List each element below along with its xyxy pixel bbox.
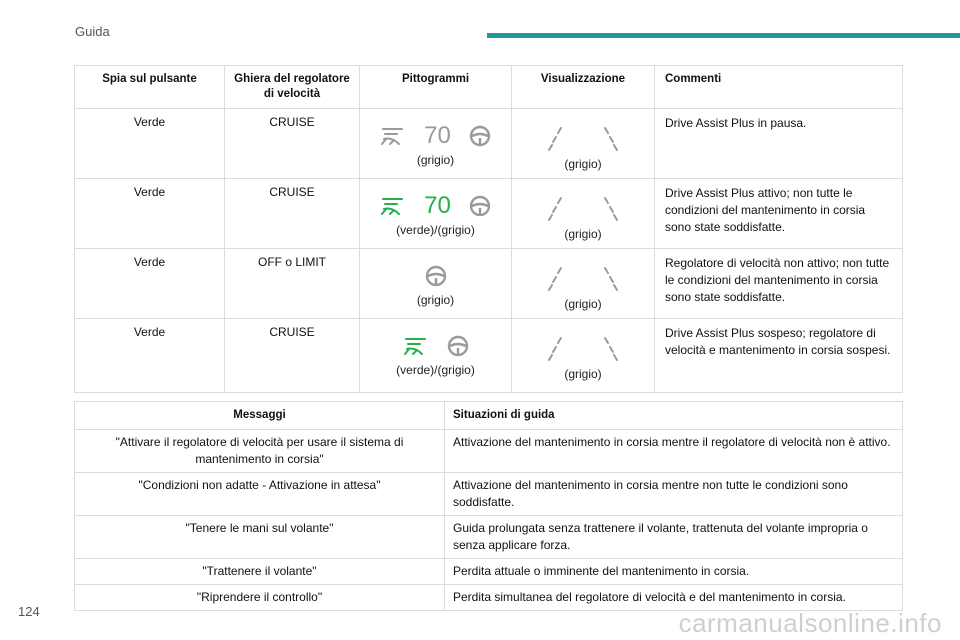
table-row [75, 430, 903, 473]
col-situazioni: Situazioni di guida [445, 402, 903, 430]
table-row [75, 559, 903, 585]
table-row [75, 516, 903, 559]
table-row [75, 473, 903, 516]
picto-color-label: (grigio) [416, 293, 455, 307]
section-title: Guida [75, 24, 110, 39]
situation-cell: Perdita simultanea del regolatore di velocità e del mantenimento in corsia. [445, 585, 903, 611]
col-spia: Spia sul pulsante [75, 66, 225, 109]
speed-value: 70 [424, 192, 451, 219]
spia-cell: Verde [75, 109, 225, 179]
messages-table-header [75, 402, 903, 430]
vis-color-label: (grigio) [564, 227, 602, 241]
picto-color-label: (verde)/(grigio) [396, 363, 475, 377]
lane-line-right-icon [601, 265, 619, 291]
lane-line-right-icon [601, 195, 619, 221]
picto-cell [360, 319, 512, 393]
col-ghiera: Ghiera del regolatore di velocità [225, 66, 360, 109]
visualizzazione-cell [512, 179, 655, 249]
lane-line-left-icon [547, 125, 565, 151]
col-pittogrammi: Pittogrammi [360, 66, 512, 109]
lane-line-left-icon [547, 195, 565, 221]
message-cell: "Tenere le mani sul volante" [75, 516, 445, 559]
steering-wheel-icon [447, 335, 469, 357]
picto-cell [360, 249, 512, 319]
vis-color-label: (grigio) [564, 367, 602, 381]
situation-cell: Guida prolungata senza trattenere il volante, trattenuta del volante impropria o senza applicare forza. [445, 516, 903, 559]
lane-assist-icon [403, 335, 429, 357]
page-number: 124 [18, 604, 40, 619]
vis-color-label: (grigio) [564, 157, 602, 171]
spia-cell: Verde [75, 249, 225, 319]
steering-wheel-icon [425, 265, 447, 287]
table-row [75, 179, 903, 249]
ghiera-cell: OFF o LIMIT [225, 249, 360, 319]
situation-cell: Attivazione del mantenimento in corsia mentre il regolatore di velocità non è attivo. [445, 430, 903, 473]
situation-cell: Attivazione del mantenimento in corsia mentre non tutte le condizioni sono soddisfatte. [445, 473, 903, 516]
visualizzazione-cell [512, 109, 655, 179]
col-visualizzazione: Visualizzazione [512, 66, 655, 109]
indicator-table [74, 65, 903, 393]
visualizzazione-cell [512, 249, 655, 319]
table-row [75, 249, 903, 319]
visualizzazione-cell [512, 319, 655, 393]
lane-line-right-icon [601, 125, 619, 151]
picto-cell [360, 179, 512, 249]
lane-line-right-icon [601, 335, 619, 361]
picto-cell [360, 109, 512, 179]
comment-cell: Drive Assist Plus attivo; non tutte le condizioni del mantenimento in corsia sono state soddisfatte. [655, 179, 903, 249]
watermark: carmanualsonline.info [678, 608, 942, 638]
picto-color-label: (grigio) [416, 153, 455, 167]
ghiera-cell: CRUISE [225, 319, 360, 393]
ghiera-cell: CRUISE [225, 179, 360, 249]
table-row [75, 319, 903, 393]
lane-line-left-icon [547, 265, 565, 291]
col-messaggi: Messaggi [75, 402, 445, 430]
spia-cell: Verde [75, 179, 225, 249]
indicator-table-header [75, 66, 903, 109]
messages-table [74, 401, 903, 611]
message-cell: "Attivare il regolatore di velocità per usare il sistema di mantenimento in corsia" [75, 430, 445, 473]
speed-value: 70 [424, 122, 451, 149]
steering-wheel-icon [469, 125, 491, 147]
steering-wheel-icon [469, 195, 491, 217]
comment-cell: Regolatore di velocità non attivo; non tutte le condizioni del mantenimento in corsia sono state soddisfatte. [655, 249, 903, 319]
spia-cell: Verde [75, 319, 225, 393]
lane-line-left-icon [547, 335, 565, 361]
lane-assist-icon [380, 195, 406, 217]
message-cell: "Riprendere il controllo" [75, 585, 445, 611]
table-row [75, 585, 903, 611]
lane-assist-icon [380, 125, 406, 147]
picto-color-label: (verde)/(grigio) [396, 223, 475, 237]
comment-cell: Drive Assist Plus sospeso; regolatore di velocità e mantenimento in corsia sospesi. [655, 319, 903, 393]
header-accent-bar [487, 33, 960, 38]
message-cell: "Condizioni non adatte - Attivazione in attesa" [75, 473, 445, 516]
ghiera-cell: CRUISE [225, 109, 360, 179]
message-cell: "Trattenere il volante" [75, 559, 445, 585]
situation-cell: Perdita attuale o imminente del mantenimento in corsia. [445, 559, 903, 585]
vis-color-label: (grigio) [564, 297, 602, 311]
comment-cell: Drive Assist Plus in pausa. [655, 109, 903, 179]
table-row [75, 109, 903, 179]
col-commenti: Commenti [655, 66, 903, 109]
